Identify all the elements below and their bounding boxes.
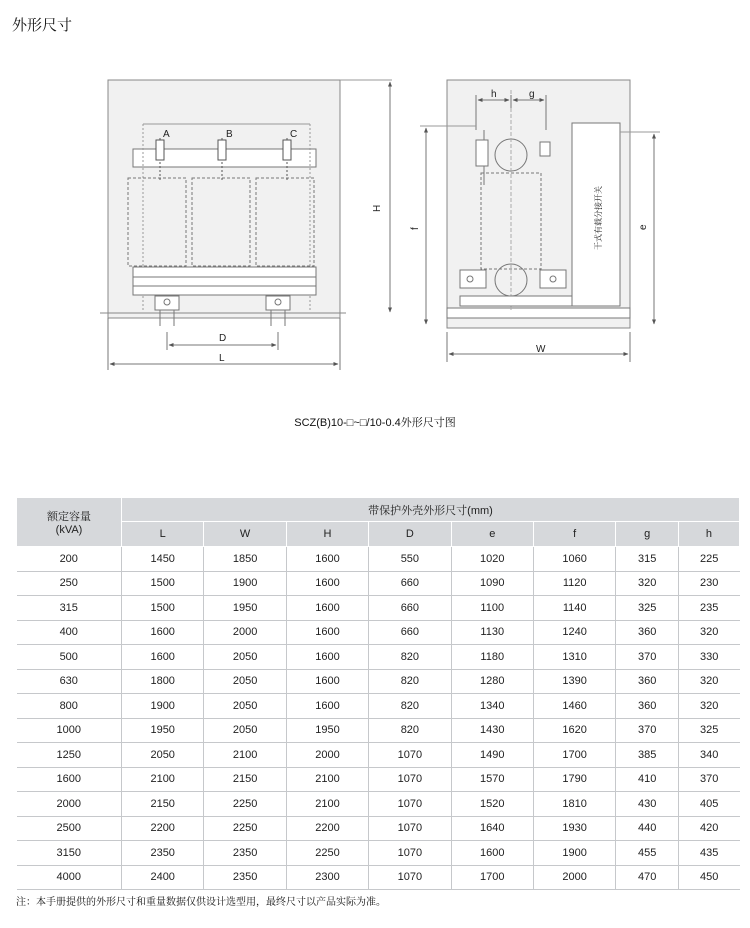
dimension-cell: 1060 bbox=[533, 547, 615, 572]
dimension-cell: 370 bbox=[616, 645, 679, 670]
dimension-cell: 1700 bbox=[533, 743, 615, 768]
dimension-cell: 1600 bbox=[286, 596, 368, 621]
side-view bbox=[420, 80, 660, 362]
dimension-cell: 405 bbox=[678, 792, 739, 817]
dimension-cell: 2100 bbox=[286, 767, 368, 792]
dimension-cell: 360 bbox=[616, 694, 679, 719]
dimension-cell: 320 bbox=[678, 669, 739, 694]
dimension-cell: 1310 bbox=[533, 645, 615, 670]
dimension-cell: 2050 bbox=[122, 743, 204, 768]
phase-c-label: C bbox=[290, 129, 298, 140]
table-row bbox=[17, 571, 740, 596]
dimension-cell: 1600 bbox=[286, 620, 368, 645]
dimension-cell: 230 bbox=[678, 571, 739, 596]
dimension-cell: 370 bbox=[616, 718, 679, 743]
table-row bbox=[17, 596, 740, 621]
dimension-cell: 2050 bbox=[204, 669, 286, 694]
dimension-cell: 2250 bbox=[204, 792, 286, 817]
dimension-cell: 1430 bbox=[451, 718, 533, 743]
dimension-cell: 360 bbox=[616, 620, 679, 645]
capacity-cell: 800 bbox=[17, 694, 122, 719]
dimension-cell: 1070 bbox=[369, 865, 451, 890]
table-row bbox=[17, 718, 740, 743]
table-row bbox=[17, 645, 740, 670]
dimension-cell: 1810 bbox=[533, 792, 615, 817]
capacity-cell: 200 bbox=[17, 547, 122, 572]
capacity-header: 额定容量 (kVA) bbox=[17, 498, 122, 547]
dimension-cell: 455 bbox=[616, 841, 679, 866]
dimension-cell: 1490 bbox=[451, 743, 533, 768]
capacity-cell: 1250 bbox=[17, 743, 122, 768]
capacity-cell: 400 bbox=[17, 620, 122, 645]
dimension-cell: 2350 bbox=[204, 841, 286, 866]
dimension-cell: 2150 bbox=[204, 767, 286, 792]
capacity-cell: 1000 bbox=[17, 718, 122, 743]
dimension-cell: 1790 bbox=[533, 767, 615, 792]
col-header-f: f bbox=[533, 522, 615, 547]
dimension-cell: 1120 bbox=[533, 571, 615, 596]
capacity-cell: 2500 bbox=[17, 816, 122, 841]
tap-changer-label: 干式有载分接开关 bbox=[594, 186, 603, 250]
capacity-cell: 1600 bbox=[17, 767, 122, 792]
section-title: 外形尺寸 bbox=[12, 16, 73, 34]
dimension-cell: 1600 bbox=[122, 620, 204, 645]
dimension-cell: 410 bbox=[616, 767, 679, 792]
dimension-cell: 1850 bbox=[204, 547, 286, 572]
group-header: 带保护外壳外形尺寸(mm) bbox=[122, 498, 740, 522]
dimension-cell: 470 bbox=[616, 865, 679, 890]
dimension-cell: 325 bbox=[678, 718, 739, 743]
dimension-cell: 2100 bbox=[204, 743, 286, 768]
dimension-cell: 1070 bbox=[369, 841, 451, 866]
dimension-cell: 1900 bbox=[204, 571, 286, 596]
dimension-cell: 235 bbox=[678, 596, 739, 621]
table-row bbox=[17, 694, 740, 719]
table-row bbox=[17, 841, 740, 866]
dimension-cell: 1390 bbox=[533, 669, 615, 694]
dimension-cell: 550 bbox=[369, 547, 451, 572]
dimension-cell: 820 bbox=[369, 718, 451, 743]
dimension-cell: 1070 bbox=[369, 767, 451, 792]
capacity-cell: 315 bbox=[17, 596, 122, 621]
col-header-h: H bbox=[286, 522, 368, 547]
dimension-cell: 1070 bbox=[369, 816, 451, 841]
dimension-cell: 2100 bbox=[122, 767, 204, 792]
dimension-cell: 2050 bbox=[204, 645, 286, 670]
dimension-cell: 1800 bbox=[122, 669, 204, 694]
dimension-cell: 385 bbox=[616, 743, 679, 768]
dimension-cell: 370 bbox=[678, 767, 739, 792]
dimension-cell: 820 bbox=[369, 645, 451, 670]
capacity-cell: 630 bbox=[17, 669, 122, 694]
col-header-w: W bbox=[204, 522, 286, 547]
dimension-cell: 1020 bbox=[451, 547, 533, 572]
dimension-cell: 1070 bbox=[369, 792, 451, 817]
dim-l-label: L bbox=[219, 353, 225, 364]
phase-a-label: A bbox=[163, 129, 170, 140]
dimension-cell: 1900 bbox=[122, 694, 204, 719]
dimension-cell: 1070 bbox=[369, 743, 451, 768]
dimension-cell: 1640 bbox=[451, 816, 533, 841]
dimension-cell: 1100 bbox=[451, 596, 533, 621]
dimension-cell: 1600 bbox=[286, 571, 368, 596]
dimension-cell: 820 bbox=[369, 694, 451, 719]
dimension-cell: 435 bbox=[678, 841, 739, 866]
dimension-cell: 1500 bbox=[122, 571, 204, 596]
col-header-e: e bbox=[451, 522, 533, 547]
dimension-cell: 1130 bbox=[451, 620, 533, 645]
front-view bbox=[100, 80, 392, 370]
footnote: 注：本手册提供的外形尺寸和重量数据仅供设计选型用，最终尺寸以产品实际为准。 bbox=[16, 897, 386, 908]
capacity-cell: 2000 bbox=[17, 792, 122, 817]
dim-h-label: H bbox=[372, 204, 383, 212]
dimension-cell: 2000 bbox=[533, 865, 615, 890]
dimension-cell: 1900 bbox=[533, 841, 615, 866]
dimension-cell: 2250 bbox=[286, 841, 368, 866]
table-row bbox=[17, 620, 740, 645]
dimension-cell: 1500 bbox=[122, 596, 204, 621]
dim-w-label: W bbox=[536, 344, 546, 355]
dimension-cell: 2200 bbox=[286, 816, 368, 841]
col-header-l: L bbox=[122, 522, 204, 547]
dimension-cell: 1240 bbox=[533, 620, 615, 645]
dimension-cell: 1700 bbox=[451, 865, 533, 890]
dimension-cell: 1600 bbox=[451, 841, 533, 866]
dimension-cell: 1950 bbox=[122, 718, 204, 743]
dimension-cell: 1950 bbox=[204, 596, 286, 621]
dimension-cell: 660 bbox=[369, 596, 451, 621]
dimension-drawing bbox=[0, 70, 750, 390]
dimension-cell: 360 bbox=[616, 669, 679, 694]
dimension-cell: 1600 bbox=[286, 547, 368, 572]
capacity-cell: 3150 bbox=[17, 841, 122, 866]
dimension-cell: 1950 bbox=[286, 718, 368, 743]
dimension-cell: 320 bbox=[678, 620, 739, 645]
dim-g-label: g bbox=[529, 89, 535, 100]
capacity-cell: 500 bbox=[17, 645, 122, 670]
dimension-cell: 2400 bbox=[122, 865, 204, 890]
dim-h-side-label: h bbox=[491, 89, 497, 100]
dimension-cell: 2300 bbox=[286, 865, 368, 890]
table-body bbox=[17, 547, 740, 890]
table-row bbox=[17, 547, 740, 572]
dimension-cell: 2150 bbox=[122, 792, 204, 817]
dimension-cell: 340 bbox=[678, 743, 739, 768]
table-row bbox=[17, 669, 740, 694]
dim-e-label: e bbox=[638, 224, 649, 230]
dimension-cell: 330 bbox=[678, 645, 739, 670]
dimension-cell: 430 bbox=[616, 792, 679, 817]
dimension-cell: 320 bbox=[678, 694, 739, 719]
dimension-table bbox=[16, 497, 740, 890]
phase-b-label: B bbox=[226, 129, 233, 140]
dimension-cell: 1180 bbox=[451, 645, 533, 670]
dimension-cell: 420 bbox=[678, 816, 739, 841]
dimension-cell: 320 bbox=[616, 571, 679, 596]
dimension-cell: 315 bbox=[616, 547, 679, 572]
drawing-caption: SCZ(B)10-□~□/10-0.4外形尺寸图 bbox=[294, 417, 456, 429]
dimension-cell: 1450 bbox=[122, 547, 204, 572]
table-row bbox=[17, 743, 740, 768]
dimension-cell: 1140 bbox=[533, 596, 615, 621]
dimension-cell: 2050 bbox=[204, 718, 286, 743]
dimension-cell: 1280 bbox=[451, 669, 533, 694]
col-header-h-small: h bbox=[678, 522, 739, 547]
table-row bbox=[17, 767, 740, 792]
dimension-cell: 660 bbox=[369, 571, 451, 596]
col-header-d: D bbox=[369, 522, 451, 547]
dimension-cell: 1600 bbox=[122, 645, 204, 670]
dimension-cell: 2350 bbox=[122, 841, 204, 866]
dimension-cell: 2200 bbox=[122, 816, 204, 841]
table-row bbox=[17, 792, 740, 817]
dimension-cell: 2000 bbox=[204, 620, 286, 645]
dimension-cell: 1600 bbox=[286, 645, 368, 670]
dim-f-label: f bbox=[410, 227, 421, 230]
dimension-cell: 1520 bbox=[451, 792, 533, 817]
dimension-cell: 1620 bbox=[533, 718, 615, 743]
dimension-cell: 2250 bbox=[204, 816, 286, 841]
dimension-cell: 1090 bbox=[451, 571, 533, 596]
dimension-cell: 820 bbox=[369, 669, 451, 694]
table-row bbox=[17, 865, 740, 890]
capacity-cell: 4000 bbox=[17, 865, 122, 890]
dimension-cell: 2350 bbox=[204, 865, 286, 890]
dim-d-label: D bbox=[219, 333, 227, 344]
dimension-cell: 325 bbox=[616, 596, 679, 621]
dimension-cell: 1930 bbox=[533, 816, 615, 841]
dimension-cell: 1600 bbox=[286, 669, 368, 694]
dimension-cell: 2100 bbox=[286, 792, 368, 817]
dimension-cell: 225 bbox=[678, 547, 739, 572]
dimension-cell: 450 bbox=[678, 865, 739, 890]
dimension-cell: 1570 bbox=[451, 767, 533, 792]
dimension-cell: 1600 bbox=[286, 694, 368, 719]
table-row bbox=[17, 816, 740, 841]
dimension-cell: 660 bbox=[369, 620, 451, 645]
dimension-cell: 2050 bbox=[204, 694, 286, 719]
dimension-cell: 2000 bbox=[286, 743, 368, 768]
dimension-cell: 1460 bbox=[533, 694, 615, 719]
dimension-cell: 440 bbox=[616, 816, 679, 841]
dimension-cell: 1340 bbox=[451, 694, 533, 719]
col-header-g: g bbox=[616, 522, 679, 547]
capacity-cell: 250 bbox=[17, 571, 122, 596]
